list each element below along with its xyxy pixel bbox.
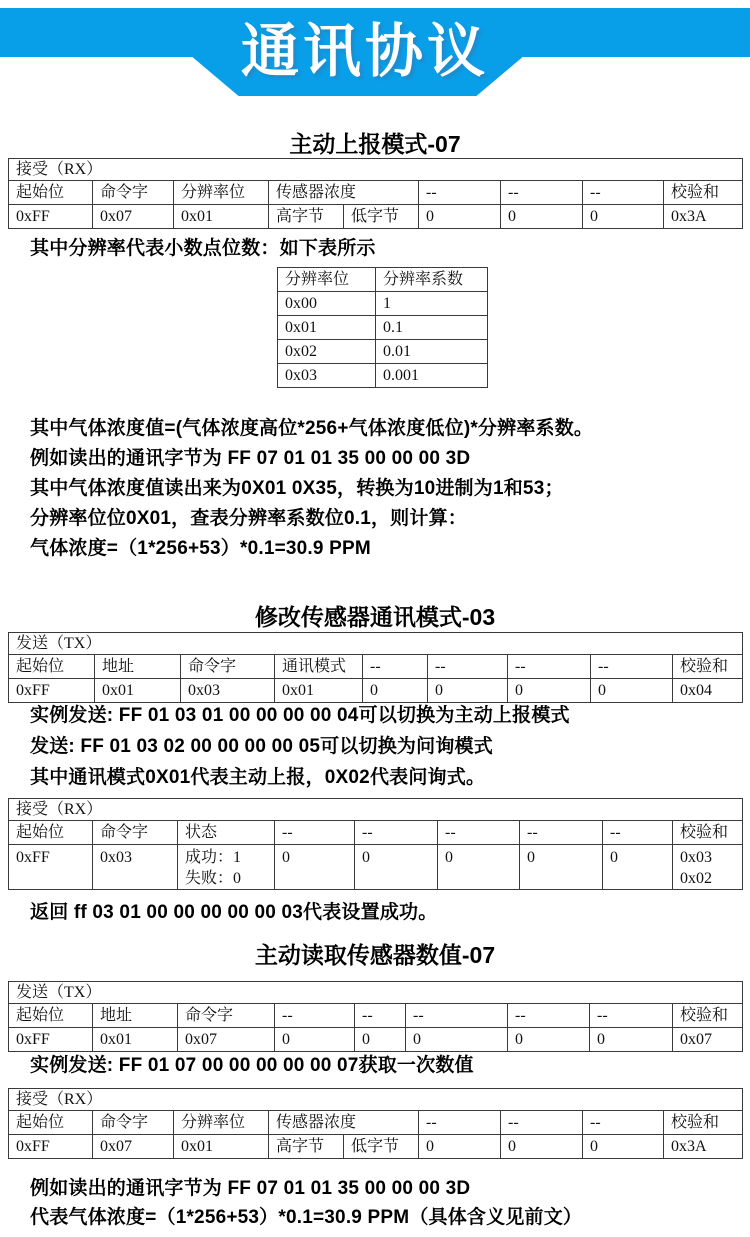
col-header: -- [590,1004,673,1028]
col-header: -- [275,1004,355,1028]
cell-value: 0 [275,845,355,890]
cell-value: 0.1 [376,316,488,340]
col-header: 传感器浓度 [269,181,419,205]
section-title-active-report: 主动上报模式-07 [289,131,461,157]
cell-value: 0 [591,679,673,703]
table-direction-label: 发送（TX） [9,982,743,1004]
cell-value: 0x3A [664,205,743,229]
cell-value: 0 [406,1028,508,1052]
send-example: 实例发送: FF 01 07 00 00 00 00 00 07获取一次数值 [30,1055,474,1076]
mode-line: 发送: FF 01 03 02 00 00 00 00 05可以切换为问询模式 [30,736,493,757]
section-title-change-mode: 修改传感器通讯模式-03 [254,604,496,630]
calc-line: 其中气体浓度值=(气体浓度高位*256+气体浓度低位)*分辨率系数。 [30,418,594,439]
cell-value: 0 [603,845,673,890]
table-rx-read-reply [8,1088,743,1159]
cell-checksum: 0x03 0x02 [673,845,743,890]
table-rx-status [8,798,743,890]
cell-value: 0x07 [93,1135,174,1159]
cell-value: 0 [590,1028,673,1052]
col-header: 起始位 [9,655,95,679]
cell-value: 0x02 [278,340,376,364]
cell-value: 0 [438,845,520,890]
cell-value: 0x04 [673,679,743,703]
table-direction-label: 接受（RX） [9,799,743,821]
table-rx-active-report [8,158,743,229]
cell-value: 0 [501,205,583,229]
calc-line: 气体浓度=（1*256+53）*0.1=30.9 PPM [30,538,371,559]
cell-value: 0x3A [664,1135,743,1159]
cell-value: 0x03 [278,364,376,388]
cell-value: 0x01 [95,679,181,703]
col-header: -- [438,821,520,845]
col-header: -- [501,1111,583,1135]
read-example [30,1174,740,1232]
col-header: -- [520,821,603,845]
col-header: 命令字 [181,655,275,679]
calc-line: 分辨率位位0X01，查表分辨率系数位0.1，则计算： [30,508,467,529]
cell-value: 1 [376,292,488,316]
col-header: -- [419,181,501,205]
col-header: 起始位 [9,1111,93,1135]
col-header: -- [363,655,428,679]
cell-value: 0 [428,679,508,703]
col-header: 校验和 [673,1004,743,1028]
col-header: -- [591,655,673,679]
calc-line: 其中气体浓度值读出来为0X01 0X35，转换为10进制为1和53； [30,478,564,499]
cell-value: 0x07 [673,1028,743,1052]
col-header: -- [508,655,591,679]
col-header: -- [508,1004,590,1028]
col-header: 起始位 [9,181,93,205]
col-header: -- [355,821,438,845]
col-header: 分辨率位 [174,1111,269,1135]
cell-value: 低字节 [344,1135,419,1159]
mode-line: 实例发送: FF 01 03 01 00 00 00 00 04可以切换为主动上报模式 [30,705,570,726]
cell-status: 成功：1 失败：0 [178,845,275,890]
table-tx-read [8,981,743,1052]
col-header: 校验和 [673,655,743,679]
col-header: 命令字 [93,181,174,205]
col-header: 通讯模式 [275,655,363,679]
table-direction-label: 发送（TX） [9,633,743,655]
cell-value: 0 [520,845,603,890]
cell-value: 0 [583,1135,664,1159]
cell-value: 高字节 [269,1135,344,1159]
read-line: 代表气体浓度=（1*256+53）*0.1=30.9 PPM（具体含义见前文） [30,1207,583,1228]
col-header: -- [603,821,673,845]
cell-value: 0xFF [9,1028,93,1052]
table-direction-label: 接受（RX） [9,159,743,181]
cell-value: 0 [583,205,664,229]
return-note: 返回 ff 03 01 00 00 00 00 00 03代表设置成功。 [30,902,438,923]
col-header: 分辨率系数 [376,268,488,292]
col-header: -- [428,655,508,679]
calc-line: 例如读出的通讯字节为 FF 07 01 01 35 00 00 00 3D [30,448,471,469]
col-header: 分辨率位 [278,268,376,292]
col-header: -- [355,1004,406,1028]
cell-value: 0x03 [181,679,275,703]
resolution-note: 其中分辨率代表小数点位数：如下表所示 [30,238,376,259]
col-header: -- [275,821,355,845]
table-resolution-factor [277,267,488,388]
cell-value: 0x01 [93,1028,178,1052]
col-header: 状态 [178,821,275,845]
cell-value: 0xFF [9,205,93,229]
col-header: -- [501,181,583,205]
col-header: 传感器浓度 [269,1111,419,1135]
cell-value: 0xFF [9,845,93,890]
cell-value: 0 [419,205,501,229]
page-title: 通讯协议 [240,19,489,84]
mode-examples [30,700,740,793]
cell-value: 0x07 [93,205,174,229]
col-header: 校验和 [664,1111,743,1135]
col-header: 起始位 [9,1004,93,1028]
cell-value: 0 [355,1028,406,1052]
col-header: 校验和 [673,821,743,845]
cell-value: 0 [275,1028,355,1052]
cell-value: 0x00 [278,292,376,316]
cell-value: 0 [355,845,438,890]
cell-value: 0.01 [376,340,488,364]
col-header: 命令字 [93,1111,174,1135]
cell-value: 0 [501,1135,583,1159]
col-header: -- [583,1111,664,1135]
col-header: -- [406,1004,508,1028]
cell-value: 低字节 [344,205,419,229]
col-header: -- [583,181,664,205]
cell-value: 0x01 [278,316,376,340]
col-header: 命令字 [93,821,178,845]
col-header: 地址 [95,655,181,679]
table-tx-change-mode [8,632,743,703]
table-direction-label: 接受（RX） [9,1089,743,1111]
cell-value: 0x01 [174,205,269,229]
col-header: 校验和 [664,181,743,205]
cell-value: 0xFF [9,1135,93,1159]
cell-value: 0 [363,679,428,703]
col-header: 命令字 [178,1004,275,1028]
col-header: 地址 [93,1004,178,1028]
cell-value: 0x01 [174,1135,269,1159]
read-line: 例如读出的通讯字节为 FF 07 01 01 35 00 00 00 3D [30,1178,471,1199]
cell-value: 0xFF [9,679,95,703]
col-header: -- [419,1111,501,1135]
col-header: 分辨率位 [174,181,269,205]
cell-value: 高字节 [269,205,344,229]
cell-value: 0.001 [376,364,488,388]
cell-value: 0x01 [275,679,363,703]
cell-value: 0 [508,679,591,703]
mode-line: 其中通讯模式0X01代表主动上报，0X02代表问询式。 [30,767,486,788]
cell-value: 0x07 [178,1028,275,1052]
cell-value: 0 [419,1135,501,1159]
section-title-read-value: 主动读取传感器数值-07 [254,942,496,968]
cell-value: 0 [508,1028,590,1052]
cell-value: 0x03 [93,845,178,890]
col-header: 起始位 [9,821,93,845]
calc-explanation [30,414,740,564]
